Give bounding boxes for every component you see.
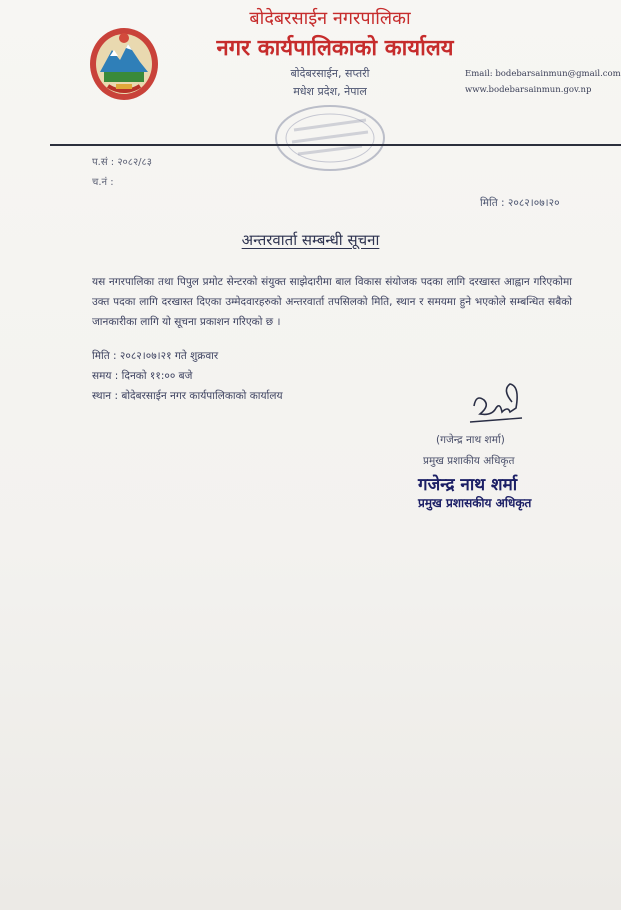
notice-body: यस नगरपालिका तथा पिपुल प्रमोट सेन्टरको संयुक्त साझेदारीमा बाल विकास संयोजक पदका लागि दरखास्त आह्वान गरिएकोमा उक्त पदका लागि दरखास्त दिएका उम्मेदवारहरुको अन्तरवार्ता तपसिलको मिति, स्थान र समयमा हुने भएकोले सम्बन्धित सबैको जानकारीका लागि यो सूचना प्रकाशन गरिएको छ ।: [92, 276, 572, 328]
nepal-emblem-icon: [88, 26, 160, 102]
signatory-stamp-role: प्रमुख प्रशासकीय अधिकृत: [418, 496, 532, 510]
address-line-1: बोदेबरसाईन, सप्तरी: [290, 67, 370, 80]
office-stamp-icon: [270, 102, 390, 174]
address-line-2: मधेश प्रदेश, नेपाल: [293, 85, 367, 98]
signature-icon: [462, 376, 532, 432]
reference-number: प.सं : २०८२/८३: [92, 157, 152, 168]
website-text: www.bodebarsainmun.gov.np: [465, 85, 592, 95]
dispatch-number: च.नं :: [92, 177, 114, 188]
signatory-role: प्रमुख प्रशाकीय अधिकृत: [423, 455, 515, 467]
interview-time: समय : दिनको ११:०० बजे: [92, 370, 193, 382]
signatory-name: (गजेन्द्र नाथ शर्मा): [436, 434, 505, 446]
header-divider: [50, 144, 621, 146]
municipality-name: बोदेबरसाईन नगरपालिका: [249, 8, 411, 29]
notice-date: मिति : २०८२।०७।२०: [480, 197, 560, 209]
signatory-stamp-name: गजेन्द्र नाथ शर्मा: [418, 475, 518, 495]
notice-title: अन्तरवार्ता सम्बन्धी सूचना: [241, 231, 380, 249]
interview-date: मिति : २०८२।०७।२१ गते शुक्रवार: [92, 350, 219, 362]
email-text: Email: bodebarsainmun@gmail.com: [465, 69, 621, 79]
office-name: नगर कार्यपालिकाको कार्यालय: [216, 36, 454, 61]
contact-block: [465, 66, 621, 98]
interview-place: स्थान : बोदेबरसाईन नगर कार्यपालिकाको कार्यालय: [92, 390, 283, 402]
